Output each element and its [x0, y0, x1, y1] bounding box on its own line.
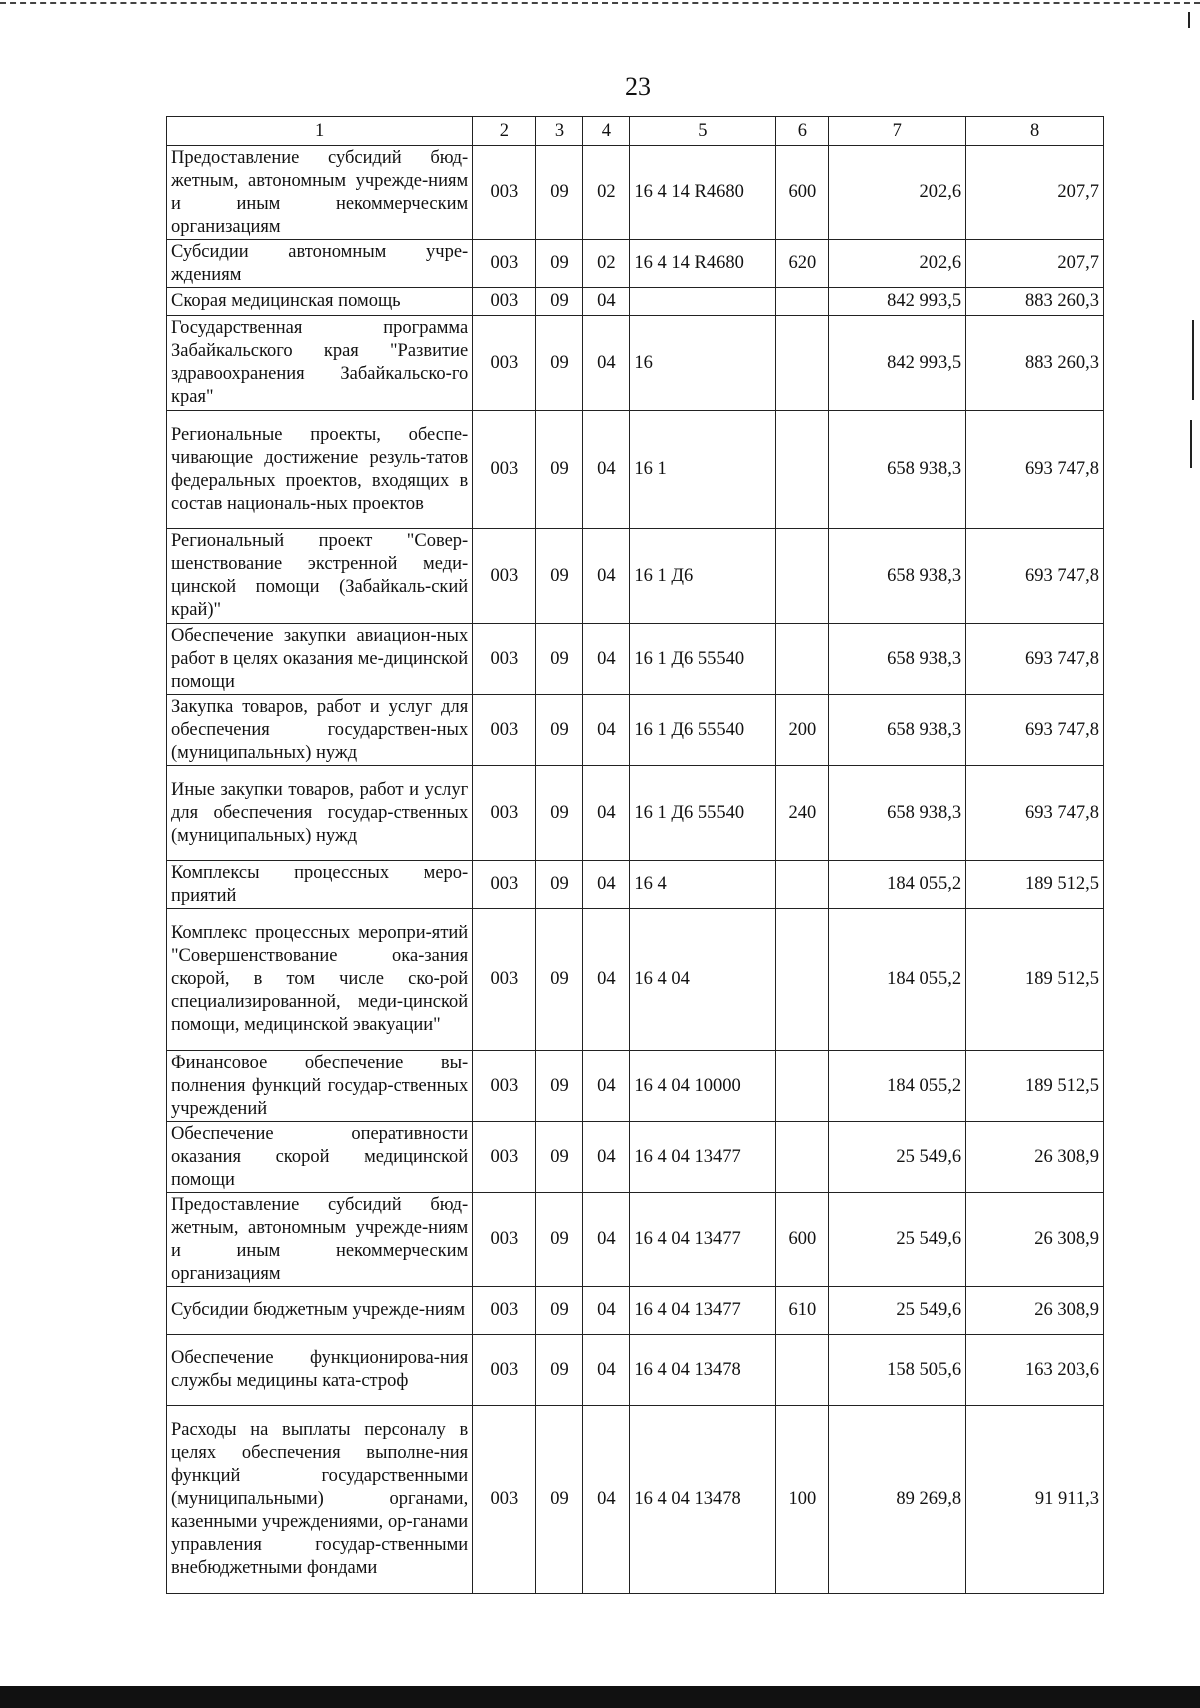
section-code: 09: [536, 861, 583, 909]
row-name: Расходы на выплаты персоналу в целях обеспечения выполне-ния функций государственными (муниципальными) органами, казенными учреждениями, ор-ганами управления государ-ственными внебюджетными фондами: [167, 1406, 473, 1594]
ministry-code: 003: [473, 146, 536, 240]
amount-col-8: 883 260,3: [966, 316, 1104, 411]
amount-col-8: 883 260,3: [966, 288, 1104, 316]
amount-col-7: 658 938,3: [829, 695, 966, 766]
subsection-code: 04: [583, 1406, 630, 1594]
section-code: 09: [536, 316, 583, 411]
ministry-code: 003: [473, 529, 536, 624]
expense-type-code: 600: [776, 1193, 829, 1287]
page-number: 23: [625, 72, 651, 101]
column-header: 4: [583, 117, 630, 146]
row-name: Предоставление субсидий бюд-жетным, автономным учрежде-ниям и иным некоммерческим организациям: [167, 146, 473, 240]
amount-col-8: 693 747,8: [966, 624, 1104, 695]
expense-type-code: [776, 624, 829, 695]
ministry-code: 003: [473, 624, 536, 695]
target-article-code: 16 4 04 13477: [630, 1122, 776, 1193]
amount-col-7: 25 549,6: [829, 1122, 966, 1193]
expense-type-code: [776, 1051, 829, 1122]
ministry-code: 003: [473, 240, 536, 288]
row-name: Финансовое обеспечение вы-полнения функций государ-ственных учреждений: [167, 1051, 473, 1122]
ministry-code: 003: [473, 1335, 536, 1406]
table-row: [167, 909, 1104, 1051]
subsection-code: 04: [583, 1287, 630, 1335]
budget-table: [166, 116, 1104, 1594]
row-name: Региональный проект "Совер-шенствование экстренной меди-цинской помощи (Забайкаль-ский край)": [167, 529, 473, 624]
amount-col-8: 693 747,8: [966, 766, 1104, 861]
subsection-code: 04: [583, 861, 630, 909]
table-row: [167, 411, 1104, 529]
subsection-code: 02: [583, 240, 630, 288]
amount-col-8: 189 512,5: [966, 909, 1104, 1051]
column-header: 3: [536, 117, 583, 146]
target-article-code: 16 4 04 10000: [630, 1051, 776, 1122]
scan-bottom-band: [0, 1686, 1200, 1708]
row-name: Иные закупки товаров, работ и услуг для обеспечения государ-ственных (муниципальных) нужд: [167, 766, 473, 861]
ministry-code: 003: [473, 1193, 536, 1287]
row-name: Предоставление субсидий бюд-жетным, автономным учрежде-ниям и иным некоммерческим организациям: [167, 1193, 473, 1287]
section-code: 09: [536, 1335, 583, 1406]
ministry-code: 003: [473, 411, 536, 529]
section-code: 09: [536, 1287, 583, 1335]
subsection-code: 04: [583, 1051, 630, 1122]
row-name: Субсидии бюджетным учрежде-ниям: [167, 1287, 473, 1335]
section-code: 09: [536, 1051, 583, 1122]
section-code: 09: [536, 1122, 583, 1193]
target-article-code: 16 4 14 R4680: [630, 146, 776, 240]
scan-mark: [1190, 420, 1192, 468]
expense-type-code: 620: [776, 240, 829, 288]
expense-type-code: 100: [776, 1406, 829, 1594]
subsection-code: 04: [583, 288, 630, 316]
target-article-code: 16 4 14 R4680: [630, 240, 776, 288]
target-article-code: 16 1: [630, 411, 776, 529]
ministry-code: 003: [473, 1406, 536, 1594]
amount-col-7: 25 549,6: [829, 1193, 966, 1287]
ministry-code: 003: [473, 766, 536, 861]
table-row: [167, 624, 1104, 695]
table-row: [167, 529, 1104, 624]
row-name: Государственная программа Забайкальского края "Развитие здравоохранения Забайкальско-го края": [167, 316, 473, 411]
expense-type-code: [776, 529, 829, 624]
subsection-code: 04: [583, 1335, 630, 1406]
expense-type-code: 240: [776, 766, 829, 861]
amount-col-7: 202,6: [829, 146, 966, 240]
target-article-code: [630, 288, 776, 316]
subsection-code: 04: [583, 766, 630, 861]
amount-col-7: 658 938,3: [829, 411, 966, 529]
amount-col-7: 184 055,2: [829, 861, 966, 909]
table-row: [167, 316, 1104, 411]
expense-type-code: [776, 288, 829, 316]
subsection-code: 02: [583, 146, 630, 240]
target-article-code: 16 4 04 13477: [630, 1193, 776, 1287]
section-code: 09: [536, 288, 583, 316]
subsection-code: 04: [583, 529, 630, 624]
row-name: Субсидии автономным учре-ждениям: [167, 240, 473, 288]
column-header: 6: [776, 117, 829, 146]
row-name: Комплексы процессных меро-приятий: [167, 861, 473, 909]
expense-type-code: [776, 1335, 829, 1406]
table-row: [167, 146, 1104, 240]
ministry-code: 003: [473, 1122, 536, 1193]
target-article-code: 16 4 04 13478: [630, 1406, 776, 1594]
expense-type-code: [776, 909, 829, 1051]
scan-mark: [1192, 320, 1194, 400]
table-row: [167, 1193, 1104, 1287]
target-article-code: 16 1 Д6 55540: [630, 695, 776, 766]
table-row: [167, 766, 1104, 861]
target-article-code: 16 4 04 13477: [630, 1287, 776, 1335]
column-header: 8: [966, 117, 1104, 146]
ministry-code: 003: [473, 909, 536, 1051]
amount-col-7: 842 993,5: [829, 288, 966, 316]
amount-col-7: 89 269,8: [829, 1406, 966, 1594]
expense-type-code: 610: [776, 1287, 829, 1335]
target-article-code: 16 4 04: [630, 909, 776, 1051]
ministry-code: 003: [473, 288, 536, 316]
table-row: [167, 1406, 1104, 1594]
table-row: [167, 288, 1104, 316]
table-row: [167, 240, 1104, 288]
amount-col-8: 26 308,9: [966, 1193, 1104, 1287]
target-article-code: 16 1 Д6 55540: [630, 766, 776, 861]
header-row: [167, 117, 1104, 146]
expense-type-code: 600: [776, 146, 829, 240]
row-name: Обеспечение оперативности оказания скорой медицинской помощи: [167, 1122, 473, 1193]
subsection-code: 04: [583, 624, 630, 695]
top-dashed-rule: [0, 2, 1200, 4]
subsection-code: 04: [583, 1193, 630, 1287]
amount-col-8: 163 203,6: [966, 1335, 1104, 1406]
amount-col-8: 189 512,5: [966, 861, 1104, 909]
amount-col-7: 658 938,3: [829, 766, 966, 861]
table-row: [167, 695, 1104, 766]
table-row: [167, 1287, 1104, 1335]
target-article-code: 16 4: [630, 861, 776, 909]
ministry-code: 003: [473, 1287, 536, 1335]
section-code: 09: [536, 1406, 583, 1594]
table-row: [167, 1335, 1104, 1406]
amount-col-8: 693 747,8: [966, 695, 1104, 766]
target-article-code: 16 4 04 13478: [630, 1335, 776, 1406]
column-header: 7: [829, 117, 966, 146]
section-code: 09: [536, 529, 583, 624]
amount-col-8: 91 911,3: [966, 1406, 1104, 1594]
amount-col-7: 184 055,2: [829, 909, 966, 1051]
subsection-code: 04: [583, 695, 630, 766]
amount-col-8: 207,7: [966, 240, 1104, 288]
subsection-code: 04: [583, 909, 630, 1051]
expense-type-code: [776, 861, 829, 909]
ministry-code: 003: [473, 316, 536, 411]
row-name: Закупка товаров, работ и услуг для обеспечения государствен-ных (муниципальных) нужд: [167, 695, 473, 766]
expense-type-code: 200: [776, 695, 829, 766]
ministry-code: 003: [473, 1051, 536, 1122]
amount-col-7: 658 938,3: [829, 624, 966, 695]
expense-type-code: [776, 1122, 829, 1193]
section-code: 09: [536, 240, 583, 288]
amount-col-7: 202,6: [829, 240, 966, 288]
table-row: [167, 861, 1104, 909]
column-header: 2: [473, 117, 536, 146]
amount-col-7: 158 505,6: [829, 1335, 966, 1406]
section-code: 09: [536, 146, 583, 240]
subsection-code: 04: [583, 316, 630, 411]
table-row: [167, 1122, 1104, 1193]
row-name: Региональные проекты, обеспе-чивающие достижение резуль-татов федеральных проектов, входящих в состав националь-ных проектов: [167, 411, 473, 529]
row-name: Обеспечение функционирова-ния службы медицины ката-строф: [167, 1335, 473, 1406]
section-code: 09: [536, 1193, 583, 1287]
section-code: 09: [536, 909, 583, 1051]
amount-col-8: 26 308,9: [966, 1287, 1104, 1335]
target-article-code: 16 1 Д6 55540: [630, 624, 776, 695]
column-header: 5: [630, 117, 776, 146]
ministry-code: 003: [473, 695, 536, 766]
section-code: 09: [536, 624, 583, 695]
row-name: Обеспечение закупки авиацион-ных работ в целях оказания ме-дицинской помощи: [167, 624, 473, 695]
amount-col-8: 26 308,9: [966, 1122, 1104, 1193]
section-code: 09: [536, 411, 583, 529]
scan-mark: [1188, 12, 1190, 28]
amount-col-7: 184 055,2: [829, 1051, 966, 1122]
expense-type-code: [776, 316, 829, 411]
amount-col-8: 189 512,5: [966, 1051, 1104, 1122]
amount-col-8: 207,7: [966, 146, 1104, 240]
section-code: 09: [536, 766, 583, 861]
table-row: [167, 1051, 1104, 1122]
target-article-code: 16: [630, 316, 776, 411]
subsection-code: 04: [583, 1122, 630, 1193]
amount-col-7: 658 938,3: [829, 529, 966, 624]
amount-col-7: 842 993,5: [829, 316, 966, 411]
amount-col-7: 25 549,6: [829, 1287, 966, 1335]
subsection-code: 04: [583, 411, 630, 529]
ministry-code: 003: [473, 861, 536, 909]
amount-col-8: 693 747,8: [966, 529, 1104, 624]
section-code: 09: [536, 695, 583, 766]
column-header: 1: [167, 117, 473, 146]
expense-type-code: [776, 411, 829, 529]
row-name: Комплекс процессных меропри-ятий "Совершенствование ока-зания скорой, в том числе ско-рой специализированной, меди-цинской помощи, медицинской эвакуации": [167, 909, 473, 1051]
row-name: Скорая медицинская помощь: [167, 288, 473, 316]
amount-col-8: 693 747,8: [966, 411, 1104, 529]
target-article-code: 16 1 Д6: [630, 529, 776, 624]
